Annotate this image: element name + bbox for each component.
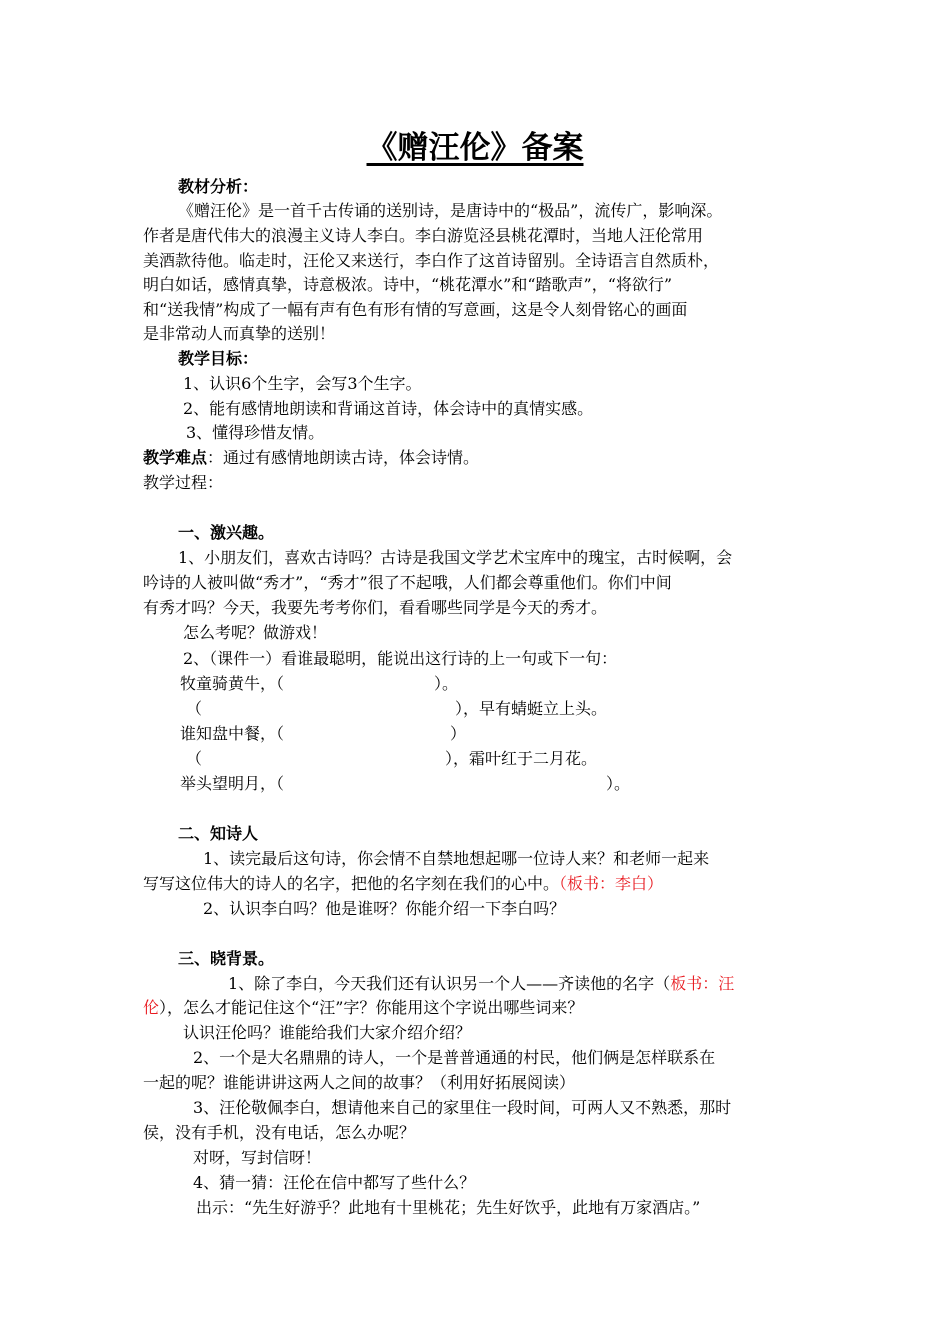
analysis-heading: 教材分析： — [178, 177, 259, 196]
section2-line: 2、认识李白吗？他是谁呀？你能介绍一下李白吗？ — [203, 899, 566, 918]
section3-line: 2、一个是大名鼎鼎的诗人，一个是普普通通的村民，他们俩是怎样联系在 — [193, 1048, 716, 1067]
poem-before: 谁知盘中餐，（ — [180, 724, 285, 743]
section3-line — [143, 996, 583, 1020]
poem-after: ），霜叶红于二月花。 — [445, 749, 598, 768]
analysis-line: 美酒款待他。临走时，汪伦又来送行，李白作了这首诗留别。全诗语言自然质朴， — [143, 251, 720, 270]
goal-item: 2、能有感情地朗读和背诵这首诗，体会诗中的真情实感。 — [183, 399, 594, 418]
section3-heading: 三、晓背景。 — [178, 949, 275, 968]
section1-line: 1、小朋友们，喜欢古诗吗？古诗是我国文学艺术宝库中的瑰宝，古时候啊，会 — [178, 548, 733, 567]
poem-line — [186, 747, 597, 771]
section1-line: 有秀才吗？今天，我要先考考你们，看看哪些同学是今天的秀才。 — [143, 598, 608, 617]
poem-line — [180, 772, 630, 796]
poem-after: ）。 — [606, 774, 631, 793]
section3-line: 出示：“先生好游乎？此地有十里桃花；先生好饮乎，此地有万家酒店。” — [196, 1198, 701, 1217]
board-note: 板书：汪 — [670, 974, 735, 993]
poem-after: ）。 — [434, 674, 459, 693]
poem-line — [180, 672, 458, 696]
difficulty-text: ：通过有感情地朗读古诗，体会诗情。 — [207, 448, 480, 467]
document-title — [0, 128, 950, 168]
section3-line — [228, 972, 734, 996]
section3-line: 对呀，写封信呀！ — [193, 1148, 322, 1167]
analysis-line: 《赠汪伦》是一首千古传诵的送别诗，是唐诗中的“极品”，流传广，影响深。 — [178, 201, 723, 220]
section2-line-text: 写写这位伟大的诗人的名字，把他的名字刻在我们的心中。 — [143, 874, 560, 893]
poem-before: 举头望明月，（ — [180, 774, 285, 793]
section3-line: 3、汪伦敬佩李白，想请他来自己的家里住一段时间，可两人又不熟悉，那时 — [193, 1098, 732, 1117]
section2-line: 1、读完最后这句诗，你会情不自禁地想起哪一位诗人来？和老师一起来 — [203, 849, 710, 868]
goal-item: 3、懂得珍惜友情。 — [186, 423, 325, 442]
section3-line: 4、猜一猜：汪伦在信中都写了些什么？ — [193, 1173, 476, 1192]
section3-line: 认识汪伦吗？谁能给我们大家介绍介绍？ — [183, 1023, 472, 1042]
section1-line: 2、（课件一）看谁最聪明，能说出这行诗的上一句或下一句： — [183, 649, 618, 668]
goal-item: 1、认识6个生字，会写3个生字。 — [183, 374, 422, 393]
section2-heading: 二、知诗人 — [178, 824, 259, 843]
goals-heading: 教学目标： — [178, 349, 259, 368]
poem-line — [186, 697, 607, 721]
difficulty-line — [143, 446, 479, 470]
analysis-line: 和“送我情”构成了一幅有声有色有形有情的写意画，这是令人刻骨铭心的画面 — [143, 300, 688, 319]
section2-line — [143, 872, 663, 896]
board-note: （板书：李白） — [559, 874, 664, 893]
section3-line-text: 1、除了李白，今天我们还有认识另一个人——齐读他的名字（ — [228, 974, 671, 993]
poem-after: ） — [450, 724, 467, 743]
analysis-line: 明白如话，感情真挚，诗意极浓。诗中，“桃花潭水”和“踏歌声”，“将欲行” — [143, 275, 673, 294]
poem-after: ），早有蜻蜓立上头。 — [455, 699, 608, 718]
section3-line-text: ），怎么才能记住这个“汪”字？你能用这个字说出哪些词来？ — [159, 998, 584, 1017]
section1-heading: 一、激兴趣。 — [178, 523, 275, 542]
poem-before: 牧童骑黄牛，（ — [180, 674, 285, 693]
section3-line: 侯，没有手机，没有电话，怎么办呢？ — [143, 1123, 416, 1142]
board-note: 伦 — [143, 998, 160, 1017]
analysis-line: 是非常动人而真挚的送别！ — [143, 324, 336, 343]
process-heading: 教学过程： — [143, 473, 224, 492]
poem-line — [180, 722, 466, 746]
section1-line: 怎么考呢？做游戏！ — [183, 623, 328, 642]
title-text: 《赠汪伦》备案 — [366, 130, 584, 166]
analysis-line: 作者是唐代伟大的浪漫主义诗人李白。李白游览泾县桃花潭时，当地人汪伦常用 — [143, 226, 704, 245]
section1-line: 吟诗的人被叫做“秀才”，“秀才”很了不起哦，人们都会尊重他们。你们中间 — [143, 573, 672, 592]
section3-line: 一起的呢？谁能讲讲这两人之间的故事？（利用好拓展阅读） — [143, 1073, 576, 1092]
difficulty-label: 教学难点 — [143, 448, 208, 467]
poem-before: （ — [186, 749, 203, 768]
poem-before: （ — [186, 699, 203, 718]
